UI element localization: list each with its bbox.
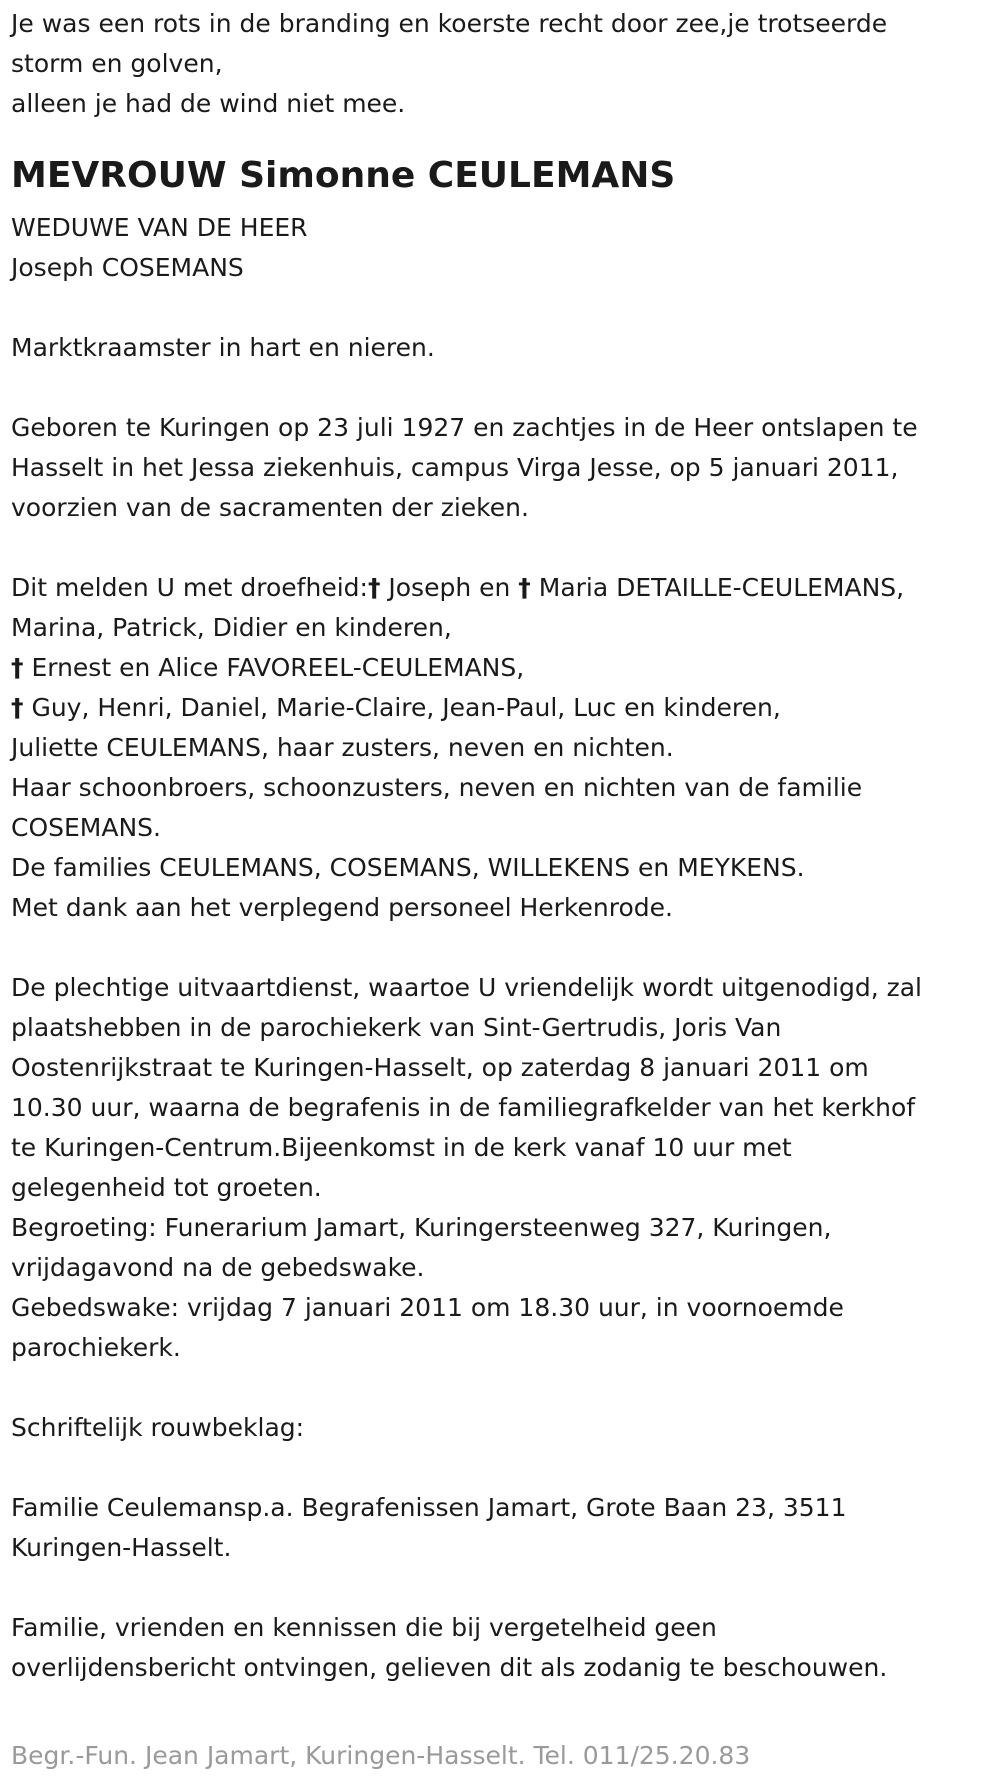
closing-notice — [11, 1608, 991, 1688]
family-text: Maria DETAILLE-CEULEMANS, — [530, 573, 905, 602]
family-text: Guy, Henri, Daniel, Marie-Claire, Jean-Paul, Luc en kinderen, — [23, 693, 781, 722]
service-line: Gebedswake: vrijdag 7 januari 2011 om 18.30 uur, in voornoemde — [11, 1293, 844, 1322]
widow-info — [11, 208, 991, 288]
service-line: plaatshebben in de parochiekerk van Sint-Gertrudis, Joris Van — [11, 1013, 782, 1042]
service-line: gelegenheid tot groeten. — [11, 1173, 322, 1202]
condolence-label: Schriftelijk rouwbeklag: — [11, 1413, 305, 1442]
birth-death-paragraph — [11, 408, 991, 528]
motto-line: storm en golven, — [11, 49, 223, 78]
paragraph-line: voorzien van de sacramenten der zieken. — [11, 493, 529, 522]
family-text: Joseph en — [380, 573, 519, 602]
family-intro: Dit melden U met droefheid: — [11, 573, 368, 602]
family-line — [11, 568, 991, 608]
notice-line: overlijdensbericht ontvingen, gelieven dit als zodanig te beschouwen. — [11, 1653, 888, 1682]
paragraph-line: Geboren te Kuringen op 23 juli 1927 en zachtjes in de Heer ontslapen te — [11, 413, 918, 442]
family-line: Marina, Patrick, Didier en kinderen, — [11, 613, 452, 642]
family-line: Juliette CEULEMANS, haar zusters, neven en nichten. — [11, 733, 674, 762]
service-line: vrijdagavond na de gebedswake. — [11, 1253, 425, 1282]
spacer — [11, 368, 991, 408]
service-line: De plechtige uitvaartdienst, waartoe U vriendelijk wordt uitgenodigd, zal — [11, 973, 922, 1002]
spouse-name: Joseph COSEMANS — [11, 253, 244, 282]
spacer — [11, 528, 991, 568]
cross-icon: † — [367, 573, 381, 602]
spacer — [11, 1568, 991, 1608]
cross-icon: † — [11, 653, 24, 682]
motto-line: Je was een rots in de branding en koerste recht door zee,je trotseerde — [11, 9, 888, 38]
family-line: Met dank aan het verplegend personeel Herkenrode. — [11, 893, 673, 922]
paragraph-line: Hasselt in het Jessa ziekenhuis, campus Virga Jesse, op 5 januari 2011, — [11, 453, 899, 482]
notice-line: Familie, vrienden en kennissen die bij vergetelheid geen — [11, 1613, 717, 1642]
deceased-name: MEVROUW Simonne CEULEMANS — [11, 155, 676, 196]
service-line: Begroeting: Funerarium Jamart, Kuringersteenweg 327, Kuringen, — [11, 1213, 832, 1242]
family-text: Ernest en Alice FAVOREEL-CEULEMANS, — [23, 653, 525, 682]
widow-line: WEDUWE VAN DE HEER — [11, 213, 308, 242]
family-line: De families CEULEMANS, COSEMANS, WILLEKENS en MEYKENS. — [11, 853, 805, 882]
cross-icon: † — [518, 573, 531, 602]
family-line: COSEMANS. — [11, 813, 161, 842]
service-line: 10.30 uur, waarna de begrafenis in de familiegrafkelder van het kerkhof — [11, 1093, 916, 1122]
address-line: Familie Ceulemansp.a. Begrafenissen Jamart, Grote Baan 23, 3511 — [11, 1493, 847, 1522]
occupation: Marktkraamster in hart en nieren. — [11, 333, 435, 362]
service-line: te Kuringen-Centrum.Bijeenkomst in de kerk vanaf 10 uur met — [11, 1133, 792, 1162]
address-line: Kuringen-Hasselt. — [11, 1533, 232, 1562]
motto-line: alleen je had de wind niet mee. — [11, 89, 406, 118]
service-line: parochiekerk. — [11, 1333, 181, 1362]
spacer — [11, 288, 991, 328]
funeral-home-footer: Begr.-Fun. Jean Jamart, Kuringen-Hasselt. Tel. 011/25.20.83 — [11, 1741, 751, 1770]
spacer — [11, 1368, 991, 1408]
condolence-address — [11, 1488, 991, 1568]
family-line — [11, 648, 991, 688]
motto — [11, 4, 991, 124]
spacer — [11, 1448, 991, 1488]
service-line: Oostenrijkstraat te Kuringen-Hasselt, op zaterdag 8 januari 2011 om — [11, 1053, 869, 1082]
cross-icon: † — [11, 693, 24, 722]
service-paragraph — [11, 968, 991, 1368]
obituary-notice — [11, 4, 991, 1688]
family-paragraph — [11, 568, 991, 928]
spacer — [11, 928, 991, 968]
family-line — [11, 688, 991, 728]
family-line: Haar schoonbroers, schoonzusters, neven en nichten van de familie — [11, 773, 863, 802]
